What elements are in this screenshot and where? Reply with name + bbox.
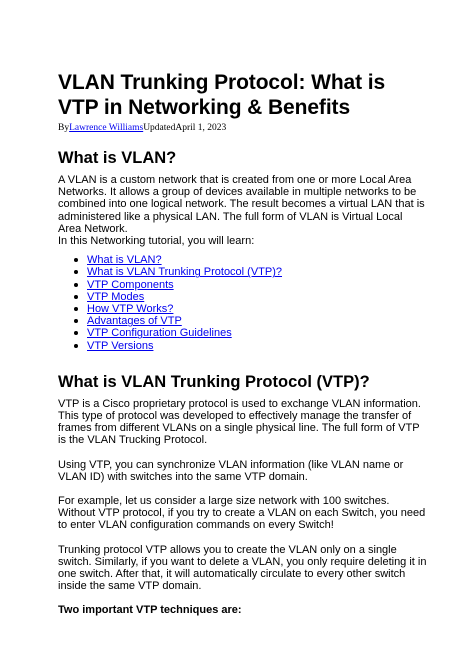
toc-item	[87, 254, 428, 266]
toc-link-what-is-vlan[interactable]: What is VLAN?	[87, 254, 162, 267]
toc-link-vtp-modes[interactable]: VTP Modes	[87, 290, 145, 303]
byline-date: April 1, 2023	[175, 123, 227, 133]
vtp-techniques-heading: Two important VTP techniques are:	[58, 604, 242, 617]
vtp-paragraph-3: For example, let us consider a large size network with 100 switches. Without VTP protocol, if you try to create a VLAN on each Switch, you need to enter VLAN configuration commands on every Switch!	[58, 495, 426, 532]
toc-item	[87, 291, 428, 303]
article-title: VLAN Trunking Protocol: What is VTP in Networking & Benefits	[58, 71, 386, 119]
table-of-contents	[58, 254, 428, 352]
author-link[interactable]: Lawrence Williams	[69, 123, 144, 133]
vtp-paragraph-2: Using VTP, you can synchronize VLAN information (like VLAN name or VLAN ID) with switches into the same VTP domain.	[58, 458, 404, 483]
toc-item	[87, 327, 428, 339]
toc-item	[87, 279, 428, 291]
heading-what-is-vlan: What is VLAN?	[58, 149, 177, 167]
toc-link-config-guidelines[interactable]: VTP Configuration Guidelines	[87, 327, 232, 340]
toc-link-vtp-versions[interactable]: VTP Versions	[87, 339, 154, 352]
vlan-paragraph: A VLAN is a custom network that is created from one or more Local Area Networks. It allows a group of devices available in multiple networks to be combined into one logical network. The result becomes a virtual LAN that is administered like a physical LAN. The full form of VLAN is Virtual Local Area Network.	[58, 174, 425, 235]
heading-what-is-vtp: What is VLAN Trunking Protocol (VTP)?	[58, 372, 370, 391]
toc-item	[87, 303, 428, 315]
toc-link-vtp-components[interactable]: VTP Components	[87, 278, 174, 291]
byline-by: By	[58, 123, 70, 133]
vtp-paragraph-4: Trunking protocol VTP allows you to create the VLAN only on a single switch. Similarly, if you want to delete a VLAN, you only require deleting it in one switch. After that, it will automatically circulate to every other switch inside the same VTP domain.	[58, 543, 427, 593]
toc-link-what-is-vtp[interactable]: What is VLAN Trunking Protocol (VTP)?	[87, 266, 283, 279]
tutorial-intro: In this Networking tutorial, you will learn:	[58, 235, 255, 248]
toc-link-advantages[interactable]: Advantages of VTP	[87, 315, 182, 328]
toc-item	[87, 340, 428, 352]
toc-link-how-vtp-works[interactable]: How VTP Works?	[87, 303, 174, 316]
byline	[58, 122, 428, 134]
byline-updated-label: Updated	[143, 123, 176, 133]
vtp-paragraph-1: VTP is a Cisco proprietary protocol is used to exchange VLAN information. This type of protocol was developed to effectively manage the transfer of frames from different VLANs on a single physical line. The full form of VTP is the VLAN Trucking Protocol.	[58, 397, 421, 447]
toc-item	[87, 315, 428, 327]
article-body	[58, 70, 428, 617]
toc-item	[87, 266, 428, 278]
